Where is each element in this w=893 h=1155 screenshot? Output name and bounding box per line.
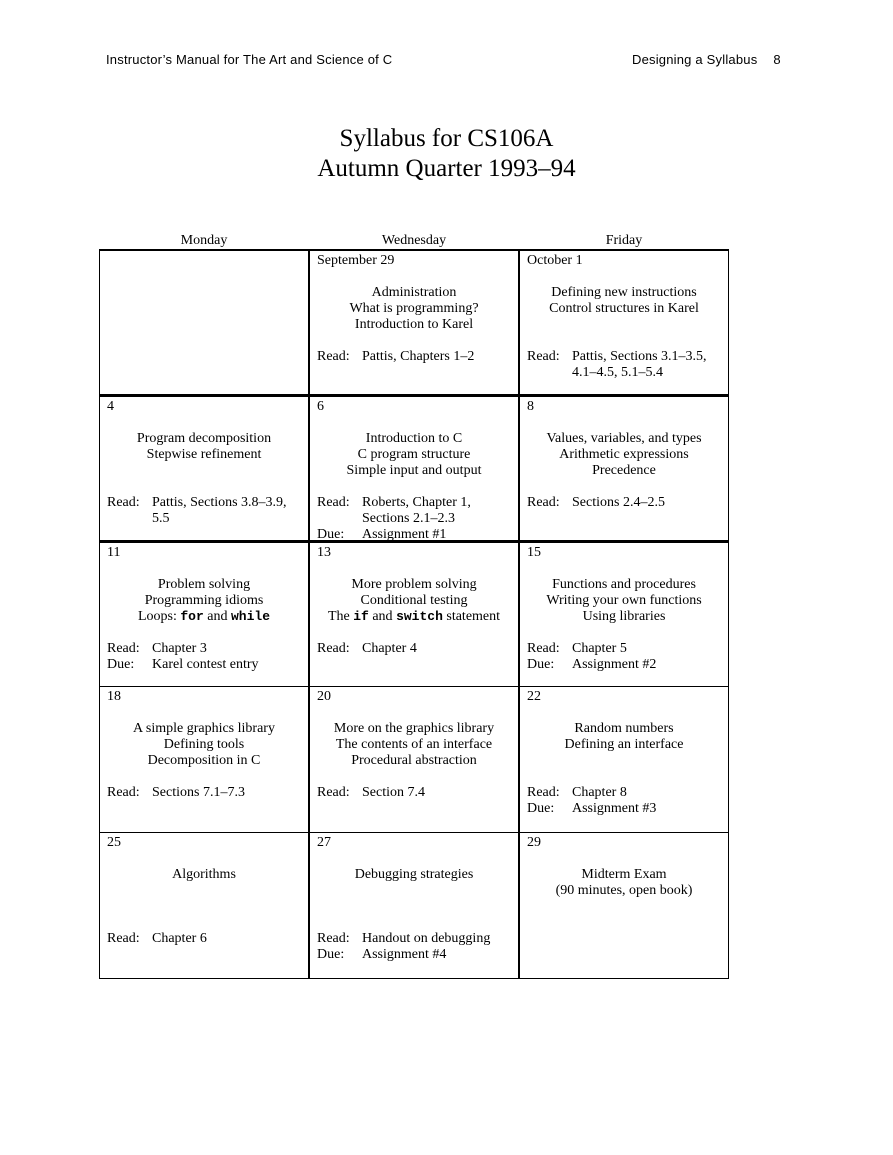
topic-text: More problem solving bbox=[351, 577, 477, 592]
topic-text: Values, variables, and types bbox=[546, 431, 702, 446]
cell-date: 11 bbox=[107, 545, 121, 560]
topic-line bbox=[310, 317, 518, 333]
calendar-cell bbox=[309, 541, 519, 687]
assignment-line bbox=[107, 511, 304, 527]
cell-date: 13 bbox=[317, 545, 331, 560]
cell-topics bbox=[310, 867, 518, 883]
topic-text: Debugging strategies bbox=[354, 867, 474, 882]
assignment-text: Chapter 5 bbox=[572, 641, 627, 656]
assignment-text: Sections 2.1–2.3 bbox=[362, 511, 455, 526]
topic-text: Arithmetic expressions bbox=[559, 447, 689, 462]
topic-line bbox=[310, 463, 518, 479]
assignment-line bbox=[317, 349, 514, 365]
topic-text: Introduction to Karel bbox=[354, 317, 474, 332]
assignment-text: Assignment #1 bbox=[362, 527, 447, 542]
cell-assignments bbox=[317, 785, 514, 801]
assignment-label: Read: bbox=[527, 495, 560, 510]
assignment-text: Assignment #4 bbox=[362, 947, 447, 962]
assignment-text: Roberts, Chapter 1, bbox=[362, 495, 471, 510]
calendar-cell bbox=[309, 833, 519, 979]
topic-text: Program decomposition bbox=[136, 431, 272, 446]
assignment-label: Read: bbox=[317, 931, 350, 946]
cell-topics bbox=[310, 431, 518, 479]
topic-text: Introduction to C bbox=[365, 431, 463, 446]
assignment-line bbox=[527, 349, 724, 365]
cell-topics bbox=[310, 577, 518, 625]
assignment-label: Due: bbox=[107, 657, 135, 672]
topic-text: Stepwise refinement bbox=[146, 447, 262, 462]
title-line-1: Syllabus for CS106A bbox=[339, 125, 554, 152]
topic-text: Using libraries bbox=[582, 609, 666, 624]
topic-line bbox=[100, 867, 308, 883]
topic-text: Midterm Exam bbox=[581, 867, 667, 882]
calendar-cell bbox=[519, 687, 729, 833]
assignment-text: Pattis, Sections 3.8–3.9, bbox=[152, 495, 287, 510]
topic-line bbox=[520, 867, 728, 883]
syllabus-calendar-grid bbox=[99, 249, 729, 979]
cell-assignments bbox=[317, 931, 514, 963]
assignment-label: Due: bbox=[527, 657, 555, 672]
topic-text: What is programming? bbox=[349, 301, 479, 316]
assignment-line bbox=[317, 947, 514, 963]
calendar-cell bbox=[99, 833, 309, 979]
topic-line bbox=[520, 463, 728, 479]
cell-date: 15 bbox=[527, 545, 541, 560]
topic-line bbox=[520, 285, 728, 301]
cell-date: 29 bbox=[527, 835, 541, 850]
topic-text: (90 minutes, open book) bbox=[555, 883, 693, 898]
cell-assignments bbox=[527, 495, 724, 511]
topic-line bbox=[100, 577, 308, 593]
topic-text: Control structures in Karel bbox=[549, 301, 699, 316]
weekday-header-row bbox=[99, 233, 729, 249]
cell-date: 20 bbox=[317, 689, 331, 704]
topic-text: A simple graphics library bbox=[133, 721, 275, 736]
assignment-text: Chapter 3 bbox=[152, 641, 207, 656]
assignment-text: Chapter 6 bbox=[152, 931, 207, 946]
code-keyword: while bbox=[231, 609, 271, 624]
topic-text: Administration bbox=[371, 285, 457, 300]
assignment-label: Due: bbox=[317, 527, 345, 542]
topic-text: Algorithms bbox=[172, 867, 236, 882]
assignment-label: Read: bbox=[527, 641, 560, 656]
assignment-label: Due: bbox=[527, 801, 555, 816]
calendar-cell bbox=[519, 249, 729, 395]
code-keyword: for bbox=[180, 609, 204, 624]
assignment-line bbox=[527, 785, 724, 801]
cell-assignments bbox=[107, 931, 304, 947]
assignment-text: Karel contest entry bbox=[152, 657, 259, 672]
topic-line bbox=[520, 737, 728, 753]
topic-text: Loops: bbox=[137, 609, 181, 624]
assignment-text: 5.5 bbox=[152, 511, 170, 526]
cell-assignments bbox=[107, 495, 304, 527]
assignment-line bbox=[107, 931, 304, 947]
topic-line bbox=[100, 609, 308, 625]
topic-text: and bbox=[368, 609, 397, 624]
cell-date: October 1 bbox=[527, 253, 583, 268]
topic-text: Defining an interface bbox=[564, 737, 684, 752]
topic-text: More on the graphics library bbox=[333, 721, 495, 736]
topic-line bbox=[100, 431, 308, 447]
cell-date: 6 bbox=[317, 399, 324, 414]
cell-assignments bbox=[107, 785, 304, 801]
cell-topics bbox=[520, 285, 728, 317]
assignment-label: Read: bbox=[317, 495, 350, 510]
topic-text: Writing your own functions bbox=[546, 593, 702, 608]
topic-line bbox=[310, 285, 518, 301]
topic-line bbox=[100, 447, 308, 463]
title-line-2: Autumn Quarter 1993–94 bbox=[317, 155, 576, 182]
assignment-label: Read: bbox=[107, 495, 140, 510]
cell-topics bbox=[100, 721, 308, 769]
section-name: Designing a Syllabus bbox=[632, 52, 758, 67]
assignment-line bbox=[527, 495, 724, 511]
page-number: 8 bbox=[773, 52, 781, 67]
calendar-cell bbox=[519, 395, 729, 541]
assignment-text: Assignment #2 bbox=[572, 657, 657, 672]
calendar-cell bbox=[519, 833, 729, 979]
topic-text: Simple input and output bbox=[346, 463, 482, 478]
assignment-line bbox=[317, 511, 514, 527]
assignment-line bbox=[527, 657, 724, 673]
cell-date: 25 bbox=[107, 835, 121, 850]
assignment-line bbox=[317, 785, 514, 801]
weekday-friday: Friday bbox=[605, 233, 643, 248]
assignment-text: Chapter 8 bbox=[572, 785, 627, 800]
topic-line bbox=[310, 721, 518, 737]
cell-date: 18 bbox=[107, 689, 121, 704]
cell-topics bbox=[520, 867, 728, 899]
topic-text: Conditional testing bbox=[360, 593, 468, 608]
running-header-section bbox=[632, 52, 781, 67]
topic-line bbox=[310, 301, 518, 317]
topic-text: The bbox=[327, 609, 354, 624]
assignment-text: 4.1–4.5, 5.1–5.4 bbox=[572, 365, 663, 380]
assignment-line bbox=[527, 801, 724, 817]
topic-text: Programming idioms bbox=[144, 593, 264, 608]
assignment-text: Handout on debugging bbox=[362, 931, 491, 946]
assignment-label: Read: bbox=[107, 641, 140, 656]
topic-line bbox=[310, 447, 518, 463]
assignment-label: Read: bbox=[527, 785, 560, 800]
assignment-line bbox=[527, 365, 724, 381]
topic-text: Procedural abstraction bbox=[351, 753, 477, 768]
topic-line bbox=[520, 883, 728, 899]
topic-line bbox=[310, 737, 518, 753]
calendar-cell bbox=[519, 541, 729, 687]
assignment-line bbox=[317, 495, 514, 511]
cell-date: 22 bbox=[527, 689, 541, 704]
topic-line bbox=[100, 753, 308, 769]
cell-assignments bbox=[107, 641, 304, 673]
cell-topics bbox=[520, 577, 728, 625]
topic-text: Defining tools bbox=[163, 737, 245, 752]
topic-text: Precedence bbox=[592, 463, 656, 478]
running-header-title: Instructor’s Manual for The Art and Science of C bbox=[106, 52, 393, 67]
topic-line bbox=[100, 737, 308, 753]
topic-line bbox=[310, 431, 518, 447]
calendar-cell bbox=[99, 687, 309, 833]
assignment-line bbox=[107, 785, 304, 801]
assignment-line bbox=[527, 641, 724, 657]
topic-line bbox=[520, 593, 728, 609]
weekday-wednesday: Wednesday bbox=[381, 233, 447, 248]
weekday-monday: Monday bbox=[180, 233, 228, 248]
assignment-text: Section 7.4 bbox=[362, 785, 425, 800]
cell-assignments bbox=[527, 785, 724, 817]
assignment-text: Sections 2.4–2.5 bbox=[572, 495, 665, 510]
assignment-label: Read: bbox=[107, 785, 140, 800]
cell-topics bbox=[520, 431, 728, 479]
topic-line bbox=[310, 867, 518, 883]
topic-line bbox=[520, 609, 728, 625]
cell-assignments bbox=[317, 641, 514, 657]
topic-line bbox=[100, 721, 308, 737]
cell-topics bbox=[310, 285, 518, 333]
assignment-line bbox=[317, 641, 514, 657]
cell-topics bbox=[100, 867, 308, 883]
topic-text: Random numbers bbox=[574, 721, 674, 736]
topic-text: Functions and procedures bbox=[552, 577, 696, 592]
topic-line bbox=[520, 577, 728, 593]
cell-topics bbox=[310, 721, 518, 769]
assignment-label: Due: bbox=[317, 947, 345, 962]
topic-line bbox=[310, 609, 518, 625]
code-keyword: switch bbox=[396, 609, 443, 624]
assignment-label: Read: bbox=[107, 931, 140, 946]
code-keyword: if bbox=[353, 609, 369, 624]
assignment-label: Read: bbox=[317, 349, 350, 364]
topic-line bbox=[100, 593, 308, 609]
calendar-cell bbox=[99, 395, 309, 541]
assignment-line bbox=[107, 495, 304, 511]
assignment-text: Sections 7.1–7.3 bbox=[152, 785, 245, 800]
topic-text: The contents of an interface bbox=[335, 737, 493, 752]
cell-assignments bbox=[317, 349, 514, 365]
topic-line bbox=[520, 721, 728, 737]
topic-line bbox=[310, 593, 518, 609]
calendar-cell bbox=[309, 395, 519, 541]
calendar-cell bbox=[309, 249, 519, 395]
calendar-cell bbox=[99, 541, 309, 687]
cell-assignments bbox=[527, 641, 724, 673]
assignment-text: Pattis, Sections 3.1–3.5, bbox=[572, 349, 707, 364]
page-title bbox=[0, 124, 893, 184]
calendar-cell bbox=[309, 687, 519, 833]
topic-text: Defining new instructions bbox=[551, 285, 697, 300]
topic-line bbox=[310, 577, 518, 593]
assignment-label: Read: bbox=[317, 785, 350, 800]
calendar-cell bbox=[99, 249, 309, 395]
assignment-label: Read: bbox=[317, 641, 350, 656]
cell-assignments bbox=[527, 349, 724, 381]
topic-text: Decomposition in C bbox=[147, 753, 261, 768]
cell-date: 27 bbox=[317, 835, 331, 850]
cell-topics bbox=[100, 577, 308, 625]
cell-topics bbox=[520, 721, 728, 753]
assignment-line bbox=[107, 657, 304, 673]
assignment-line bbox=[107, 641, 304, 657]
cell-assignments bbox=[317, 495, 514, 543]
cell-date: 8 bbox=[527, 399, 534, 414]
assignment-line bbox=[317, 931, 514, 947]
topic-line bbox=[520, 447, 728, 463]
assignment-text: Chapter 4 bbox=[362, 641, 417, 656]
assignment-text: Assignment #3 bbox=[572, 801, 657, 816]
topic-line bbox=[520, 431, 728, 447]
cell-topics bbox=[100, 431, 308, 463]
cell-date: September 29 bbox=[317, 253, 395, 268]
assignment-text: Pattis, Chapters 1–2 bbox=[362, 349, 475, 364]
cell-date: 4 bbox=[107, 399, 114, 414]
assignment-label: Read: bbox=[527, 349, 560, 364]
topic-text: Problem solving bbox=[157, 577, 251, 592]
topic-text: and bbox=[203, 609, 231, 624]
topic-text: statement bbox=[442, 609, 501, 624]
topic-line bbox=[310, 753, 518, 769]
topic-text: C program structure bbox=[357, 447, 471, 462]
topic-line bbox=[520, 301, 728, 317]
